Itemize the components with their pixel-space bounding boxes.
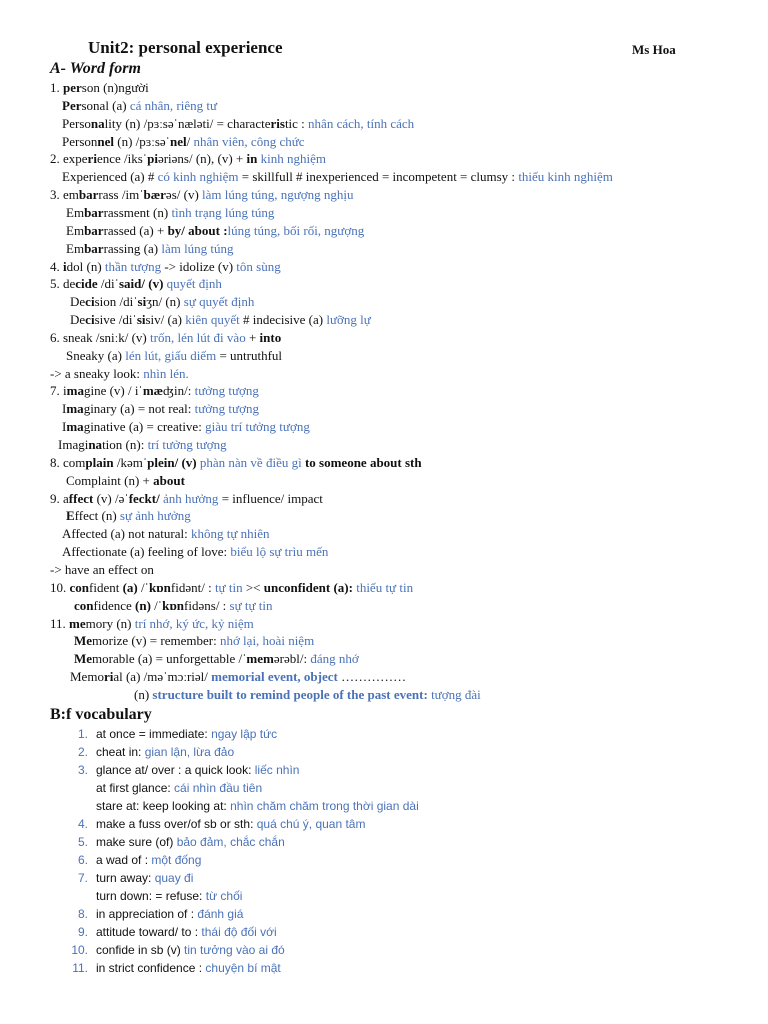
- term-text: De: [70, 294, 86, 310]
- term-text: I: [62, 419, 67, 435]
- term-text: Sneaky (a): [66, 347, 126, 363]
- list-number: 2.: [77, 745, 88, 759]
- meaning-text: gian lận, lừa đảo: [144, 745, 235, 759]
- term-text: -> a sneaky look:: [50, 365, 144, 381]
- meaning-text: nhân viên, công chức: [193, 133, 305, 149]
- list-number: 11.: [72, 961, 88, 975]
- meaning-text: kiên quyết: [185, 312, 240, 328]
- term-text: tion (n):: [102, 437, 148, 452]
- term-text: dol (n): [66, 258, 105, 274]
- term-text: son (n)người: [81, 80, 149, 95]
- term-text: con: [74, 597, 94, 613]
- text-line: [50, 259, 281, 275]
- term-text: fidəns/ :: [184, 597, 230, 613]
- term-text: 4.: [50, 258, 63, 274]
- term-text: 5. de: [50, 276, 76, 292]
- term-text: nel: [97, 133, 115, 149]
- text-line: [66, 205, 274, 221]
- term-text: sonal (a): [81, 97, 130, 113]
- meaning-text: thái độ đối với: [201, 925, 277, 939]
- meaning-text: quyết định: [166, 276, 222, 292]
- meaning-text: phàn nàn về điều gì: [199, 454, 302, 470]
- term-text: -> idolize (v): [161, 258, 237, 274]
- meaning-text: có kinh nghiệm: [157, 169, 239, 185]
- meaning-text: tin tưởng vào ai đó: [184, 943, 285, 957]
- text-line: [66, 348, 282, 364]
- text-line: [50, 455, 422, 471]
- meaning-text: chuyện bí mật: [205, 961, 281, 975]
- text-line: [50, 187, 354, 203]
- text-line: [66, 223, 364, 239]
- term-text: ginary (a) = not real:: [83, 401, 195, 417]
- term-text: Imagi: [58, 437, 89, 452]
- term-text: E: [66, 508, 75, 524]
- meaning-text: trí nhớ, ký ức, kỷ niệm: [134, 615, 254, 631]
- term-text: ma: [66, 401, 84, 417]
- text-line: [66, 508, 191, 524]
- term-text: Em: [66, 222, 85, 238]
- text-line: [96, 834, 285, 850]
- term-text: al (a) /məˈmɔːriəl/: [113, 669, 212, 685]
- meaning-text: ảnh hưởng: [162, 490, 219, 506]
- term-text: feckt/: [128, 490, 160, 506]
- term-text: Experienced (a) #: [62, 169, 158, 185]
- term-text: glance at/ over : a quick look:: [96, 763, 255, 777]
- term-text: turn down: = refuse:: [96, 889, 206, 903]
- term-text: by/ about :: [167, 222, 228, 238]
- term-text: -> have an effect on: [50, 561, 154, 577]
- meaning-text: biểu lộ sự trìu mến: [230, 544, 329, 560]
- term-text: əs/ (v): [165, 187, 203, 203]
- text-line: [62, 544, 328, 560]
- meaning-text: thiếu tự tin: [356, 579, 414, 595]
- meaning-text: structure built to remind people of the past event:: [152, 686, 428, 702]
- text-line: [96, 780, 262, 796]
- text-line: [62, 134, 305, 150]
- term-text: con: [69, 579, 89, 595]
- term-text: sive /diˈ: [94, 312, 137, 328]
- term-text: confide in sb (v): [96, 943, 185, 957]
- text-line: [96, 762, 299, 778]
- text-line: [74, 651, 359, 667]
- term-text: make a fuss over/of sb or sth:: [96, 817, 257, 831]
- term-text: Person: [62, 133, 98, 149]
- meaning-text: ngay lập tức: [211, 727, 278, 741]
- term-text: plein/ (v): [147, 454, 197, 470]
- text-line: [50, 366, 189, 382]
- term-text: attitude toward/ to :: [96, 925, 202, 939]
- text-line: [96, 924, 277, 940]
- term-text: into: [259, 329, 282, 345]
- text-line: [96, 816, 365, 832]
- meaning-text: không tự nhiên: [190, 526, 270, 542]
- text-line: [66, 473, 185, 489]
- term-text: ginative (a) = creative:: [83, 419, 206, 435]
- term-text: = skillfull # inexperienced = incompetent = clumsy :: [238, 169, 519, 185]
- meaning-text: nhìn chăm chăm trong thời gian dài: [230, 799, 419, 813]
- term-text: tic :: [284, 115, 309, 131]
- meaning-text: sự ảnh hưởng: [119, 508, 191, 524]
- meaning-text: memorial event, object: [211, 669, 338, 685]
- term-text: na: [88, 437, 103, 452]
- meaning-text: một đống: [151, 853, 202, 867]
- term-text: ərəbl/:: [273, 651, 311, 667]
- document-title: Unit2: personal experience: [88, 38, 283, 57]
- term-text: /ˈ: [150, 597, 163, 613]
- term-text: me: [69, 615, 86, 631]
- text-line: [50, 151, 326, 167]
- term-text: 6. sneak /sniːk/ (v): [50, 329, 151, 345]
- term-text: to someone about sth: [304, 454, 422, 470]
- term-text: cheat in:: [96, 745, 145, 759]
- meaning-text: kinh nghiệm: [260, 151, 326, 167]
- text-line: [74, 633, 314, 649]
- term-text: ence /iksˈ: [96, 151, 148, 167]
- meaning-text: nhớ lại, hoài niệm: [219, 633, 315, 649]
- meaning-text: thần tượng: [104, 258, 162, 274]
- term-text: bar: [84, 222, 104, 238]
- term-text: Affectionate (a) feeling of love:: [62, 544, 231, 560]
- term-text: /: [186, 133, 194, 149]
- term-text: 3. em: [50, 187, 79, 203]
- term-text: ris: [270, 115, 285, 131]
- term-text: /kəmˈ: [113, 454, 148, 470]
- term-text: bar: [84, 204, 104, 220]
- text-line: [50, 276, 222, 292]
- term-text: rassing (a): [103, 240, 162, 256]
- term-text: siv/ (a): [145, 312, 186, 328]
- meaning-text: trí tưởng tượng: [147, 437, 227, 452]
- term-text: unconfident (a):: [263, 579, 353, 595]
- list-number: 1.: [77, 727, 88, 741]
- text-line: [50, 80, 149, 96]
- meaning-text: quay đi: [154, 871, 194, 885]
- list-number: 7.: [77, 871, 88, 885]
- term-text: Me: [74, 633, 93, 649]
- term-text: ffect (n): [74, 508, 120, 524]
- text-line: [62, 401, 259, 417]
- meaning-text: tình trạng lúng túng: [171, 204, 275, 220]
- meaning-text: từ chối: [205, 889, 243, 903]
- meaning-text: lén lút, giấu diếm: [125, 347, 217, 363]
- meaning-text: cái nhìn đầu tiên: [174, 781, 263, 795]
- term-text: in: [246, 151, 258, 167]
- term-text: (v) /əˈ: [93, 490, 129, 506]
- term-text: Complaint (n) +: [66, 472, 154, 488]
- list-number: 5.: [77, 835, 88, 849]
- text-line: [50, 330, 281, 346]
- term-text: morable (a) = unforgettable /ˈ: [92, 651, 247, 667]
- term-text: Per: [62, 97, 82, 113]
- meaning-text: tượng đài: [431, 686, 481, 702]
- term-text: ci: [85, 294, 95, 310]
- text-line: [50, 562, 154, 578]
- term-text: about: [153, 472, 185, 488]
- term-text: rass /imˈ: [98, 187, 144, 203]
- text-line: [96, 726, 277, 742]
- list-number: 3.: [77, 763, 88, 777]
- term-text: Perso: [62, 115, 91, 131]
- term-text: stare at: keep looking at:: [96, 799, 231, 813]
- text-line: [50, 616, 254, 632]
- term-text: mæ: [142, 383, 164, 399]
- term-text: gine (v) / iˈ: [83, 383, 143, 399]
- text-line: [62, 169, 613, 185]
- text-line: [96, 870, 193, 886]
- text-line: [96, 744, 234, 760]
- term-text: Em: [66, 204, 85, 220]
- term-text: cide: [75, 276, 98, 292]
- text-line: [50, 580, 413, 596]
- meaning-text: nhìn lén.: [143, 365, 189, 381]
- term-text: i: [63, 258, 67, 274]
- term-text: 7. i: [50, 383, 67, 399]
- text-line: [96, 888, 242, 904]
- term-text: make sure (of): [96, 835, 177, 849]
- term-text: rassment (n): [103, 204, 172, 220]
- term-text: turn away:: [96, 871, 155, 885]
- term-text: ma: [66, 383, 84, 399]
- term-text: nel: [170, 133, 187, 149]
- meaning-text: cá nhân, riêng tư: [129, 97, 218, 113]
- term-text: ……………: [337, 669, 407, 685]
- meaning-text: tự tin: [214, 579, 243, 595]
- list-number: 8.: [77, 907, 88, 921]
- term-text: si: [137, 294, 147, 310]
- meaning-text: tôn sùng: [236, 258, 281, 274]
- text-line: [96, 852, 201, 868]
- term-text: in strict confidence :: [96, 961, 206, 975]
- term-text: (n) /pɜːsəˈ: [114, 133, 171, 149]
- term-text: I: [62, 401, 67, 417]
- term-text: rassed (a) +: [103, 222, 168, 238]
- text-line: [62, 419, 310, 435]
- meaning-text: sự quyết định: [183, 294, 255, 310]
- meaning-text: tưởng tượng: [194, 383, 259, 399]
- term-text: at first glance:: [96, 781, 175, 795]
- text-line: [50, 383, 259, 399]
- term-text: Memo: [70, 669, 104, 685]
- section-a-heading: A- Word form: [50, 60, 141, 77]
- term-text: De: [70, 312, 86, 328]
- term-text: said/ (v): [118, 276, 164, 292]
- text-line: [96, 942, 285, 958]
- term-text: +: [245, 329, 260, 345]
- meaning-text: đáng nhớ: [310, 651, 359, 667]
- term-text: (n): [134, 686, 153, 702]
- meaning-text: đánh giá: [197, 907, 244, 921]
- term-text: si: [136, 312, 146, 328]
- term-text: 2. expe: [50, 151, 88, 167]
- term-text: pi: [147, 151, 158, 167]
- meaning-text: trốn, lén lút đi vào: [150, 329, 246, 345]
- list-number: 10.: [71, 943, 88, 957]
- text-line: [96, 960, 281, 976]
- term-text: Me: [74, 651, 93, 667]
- text-line: [66, 241, 234, 257]
- term-text: fidənt/ :: [170, 579, 215, 595]
- meaning-text: liếc nhìn: [254, 763, 300, 777]
- term-text: ʤin/:: [163, 383, 195, 399]
- meaning-text: quá chú ý, quan tâm: [256, 817, 366, 831]
- term-text: ri: [87, 151, 97, 167]
- text-line: [134, 687, 481, 703]
- term-text: ci: [85, 312, 95, 328]
- term-text: Em: [66, 240, 85, 256]
- section-b-heading: B:f vocabulary: [50, 706, 152, 723]
- list-number: 4.: [77, 817, 88, 831]
- meaning-text: làm lúng túng: [161, 240, 234, 256]
- text-line: [74, 598, 273, 614]
- term-text: 10.: [50, 579, 70, 595]
- term-text: sion /diˈ: [94, 294, 138, 310]
- text-line: [96, 906, 243, 922]
- text-line: [62, 98, 217, 114]
- term-text: ʒn/ (n): [146, 294, 184, 310]
- term-text: bar: [84, 240, 104, 256]
- meaning-text: sự tự tin: [229, 597, 273, 613]
- meaning-text: lúng túng, bối rối, ngượng: [227, 222, 365, 238]
- term-text: kɒn: [148, 579, 171, 595]
- text-line: [70, 294, 254, 310]
- term-text: ><: [242, 579, 264, 595]
- text-line: [70, 669, 406, 685]
- term-text: bar: [78, 187, 99, 203]
- term-text: /ˈ: [137, 579, 149, 595]
- term-text: # indecisive (a): [239, 312, 327, 328]
- text-line: [96, 798, 419, 814]
- meaning-text: thiếu kinh nghiệm: [518, 169, 613, 185]
- term-text: 11.: [50, 615, 70, 631]
- term-text: ma: [66, 419, 84, 435]
- meaning-text: nhân cách, tính cách: [308, 115, 415, 131]
- term-text: Affected (a) not natural:: [62, 526, 191, 542]
- term-text: plain: [85, 454, 114, 470]
- text-line: [62, 116, 414, 132]
- meaning-text: bảo đảm, chắc chắn: [176, 835, 285, 849]
- term-text: 1.: [50, 80, 63, 95]
- author-name: Ms Hoa: [632, 42, 676, 57]
- term-text: mem: [246, 651, 274, 667]
- text-line: [50, 491, 323, 507]
- meaning-text: giàu trí tưởng tượng: [205, 419, 310, 435]
- term-text: fident: [89, 579, 123, 595]
- term-text: = influence/ impact: [218, 490, 323, 506]
- meaning-text: làm lúng túng, ngượng nghịu: [202, 187, 354, 203]
- term-text: (a): [122, 579, 138, 595]
- meaning-text: tưởng tượng: [194, 401, 259, 417]
- list-number: 6.: [77, 853, 88, 867]
- list-number: 9.: [77, 925, 88, 939]
- term-text: 8. com: [50, 454, 86, 470]
- term-text: 9. a: [50, 490, 69, 506]
- term-text: at once = immediate:: [96, 727, 212, 741]
- term-text: morize (v) = remember:: [92, 633, 220, 649]
- term-text: əriəns/ (n), (v) +: [157, 151, 247, 167]
- term-text: per: [63, 80, 82, 95]
- term-text: (n): [135, 597, 151, 613]
- text-line: [58, 437, 227, 453]
- term-text: in appreciation of :: [96, 907, 198, 921]
- term-text: lity (n) /pɜːsəˈnæləti/ = characte: [104, 115, 271, 131]
- term-text: bær: [143, 187, 166, 203]
- text-line: [62, 526, 270, 542]
- term-text: ffect: [68, 490, 94, 506]
- term-text: a wad of :: [96, 853, 152, 867]
- term-text: ri: [103, 669, 114, 685]
- term-text: kɒn: [162, 597, 185, 613]
- term-text: na: [90, 115, 105, 131]
- term-text: /diˈ: [97, 276, 119, 292]
- meaning-text: lưỡng lự: [326, 312, 371, 328]
- term-text: fidence: [93, 597, 136, 613]
- term-text: mory (n): [85, 615, 135, 631]
- term-text: = untruthful: [216, 347, 283, 363]
- text-line: [70, 312, 371, 328]
